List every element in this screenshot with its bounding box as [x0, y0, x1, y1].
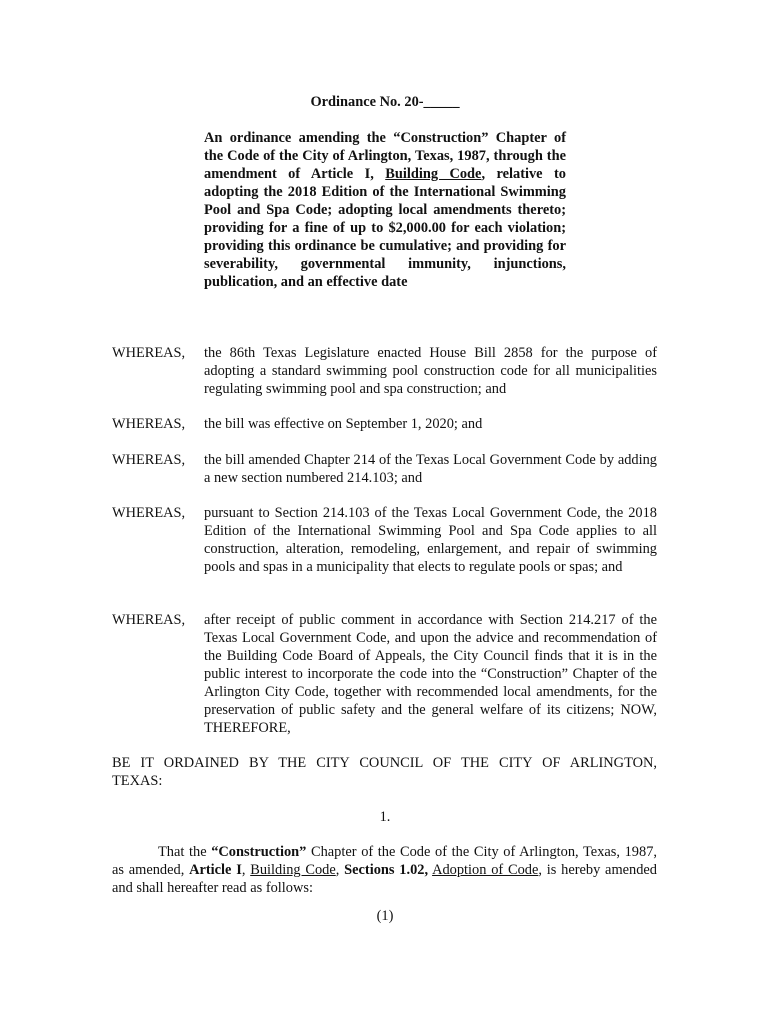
caption-text-1: An ordinance amending the “Construction” Chapter of the Code of the City of Arlington, Texas, 1987, through the amendment of Article I, — [204, 130, 566, 182]
section-1-text — [112, 843, 657, 897]
whereas-clause-1 — [112, 344, 657, 398]
whereas-label: WHEREAS, — [112, 505, 186, 521]
whereas-clause-2 — [112, 415, 657, 433]
whereas-text: pursuant to Section 214.103 of the Texas Local Government Code, the 2018 Edition of the International Swimming Pool and Spa Code applies to all construction, alteration, remodeling, enlargement, and repair of swimming pools and spas in a municipality that elects to regulate pools or spas; and — [204, 505, 657, 575]
section-text-span: Chapter of the Code of the City of Arlington, Texas, 1987, as amended, — [112, 844, 657, 878]
ordinance-title: Ordinance No. 20-_____ — [310, 94, 460, 110]
ordinance-caption — [204, 129, 566, 291]
section-underline-adoption: Adoption of Code — [432, 862, 539, 878]
section-bold-sections: Sections 1.02, — [344, 862, 429, 878]
section-bold-construction: “Construction” — [211, 844, 307, 860]
whereas-label: WHEREAS, — [112, 612, 186, 628]
ordain-line-1: BE IT ORDAINED BY THE CITY COUNCIL OF THE CITY OF ARLINGTON, — [112, 755, 657, 771]
section-bold-article: Article I — [189, 862, 242, 878]
ordaining-clause — [112, 754, 657, 790]
section-underline-building-code: Building Code — [250, 862, 336, 878]
whereas-text: the bill amended Chapter 214 of the Texas Local Government Code by adding a new section numbered 214.103; and — [204, 452, 657, 486]
section-text-span: , is hereby amended and shall hereafter read as follows: — [112, 862, 658, 896]
whereas-clause-3 — [112, 451, 657, 487]
section-text-span: , — [241, 862, 251, 878]
section-text-span: That the — [158, 844, 212, 860]
whereas-clause-4 — [112, 504, 657, 576]
ordain-line-2: TEXAS: — [112, 773, 163, 789]
section-number: 1. — [379, 809, 391, 825]
caption-text-2: , relative to adopting the 2018 Edition of the International Swimming Pool and Spa Code; adopting local amendments thereto; providing for a fine of up to $2,000.00 for each violation; providing this ordinance be cumulative; and providing for severability, governmental immunity, injunctions, publication, and an effective date — [204, 166, 566, 290]
whereas-clause-5 — [112, 611, 657, 737]
whereas-text: after receipt of public comment in accordance with Section 214.217 of the Texas Local Government Code, and upon the advice and recommendation of the Building Code Board of Appeals, the City Council finds that it is in the public interest to incorporate the code into the “Construction” Chapter of the Arlington City Code, together with recommended local amendments, for the preservation of public safety and the general welfare of its citizens; NOW, THEREFORE, — [204, 612, 657, 736]
section-text-span: , — [335, 862, 345, 878]
whereas-label: WHEREAS, — [112, 345, 186, 361]
caption-building-code: Building Code — [385, 166, 482, 182]
page-number: (1) — [376, 908, 394, 924]
whereas-text: the 86th Texas Legislature enacted House Bill 2858 for the purpose of adopting a standard swimming pool construction code for all municipalities regulating swimming pool and spa construction; and — [204, 345, 657, 397]
whereas-label: WHEREAS, — [112, 452, 186, 468]
whereas-text: the bill was effective on September 1, 2020; and — [204, 416, 483, 432]
whereas-label: WHEREAS, — [112, 416, 186, 432]
